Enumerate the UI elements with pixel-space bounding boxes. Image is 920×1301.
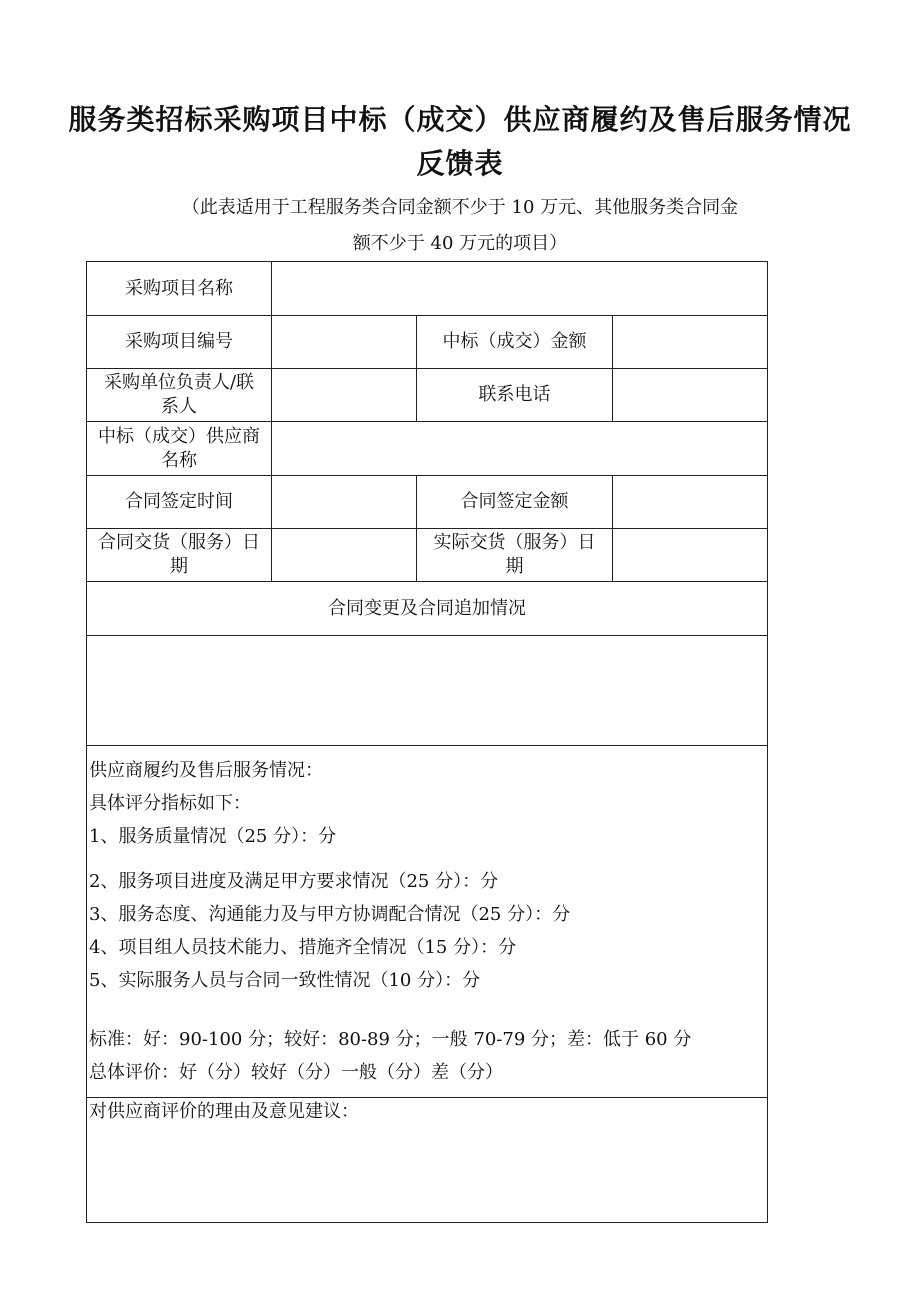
evaluation-item-2: 2、服务项目进度及满足甲方要求情况（25 分）：分 bbox=[89, 871, 499, 892]
evaluation-item-5: 5、实际服务人员与合同一致性情况（10 分）：分 bbox=[89, 970, 481, 991]
note-line-1: （此表适用于工程服务类合同金额不少于 10 万元、其他服务类合同金 bbox=[181, 197, 739, 218]
contract-delivery-label bbox=[87, 529, 272, 582]
project-name-label: 采购项目名称 bbox=[87, 262, 272, 316]
contract-change-field[interactable] bbox=[87, 636, 768, 746]
supplier-name-label-line-1: 中标（成交）供应商 bbox=[98, 425, 260, 447]
evaluation-standard: 标准：好：90-100 分；较好：80-89 分；一般 70-79 分；差：低于 60 分 bbox=[89, 1029, 692, 1050]
evaluation-heading: 供应商履约及售后服务情况： bbox=[89, 760, 323, 781]
contract-delivery-label-line-2: 期 bbox=[170, 556, 188, 577]
purchaser-contact-field[interactable] bbox=[272, 369, 417, 422]
purchaser-contact-label-line-2: 系人 bbox=[161, 396, 197, 417]
phone-label: 联系电话 bbox=[417, 369, 613, 422]
contract-sign-time-label: 合同签定时间 bbox=[87, 476, 272, 529]
supplier-name-label-line-2: 名称 bbox=[161, 449, 197, 471]
contract-sign-amount-field[interactable] bbox=[613, 476, 768, 529]
title-line-1: 服务类招标采购项目中标（成交）供应商履约及售后服务情况 bbox=[68, 103, 852, 136]
award-amount-label: 中标（成交）金额 bbox=[417, 316, 613, 369]
supplier-name-label bbox=[87, 422, 272, 476]
contract-delivery-label-line-1: 合同交货（服务）日 bbox=[98, 532, 260, 553]
project-number-label: 采购项目编号 bbox=[87, 316, 272, 369]
contract-sign-amount-label: 合同签定金额 bbox=[417, 476, 613, 529]
purchaser-contact-label-line-1: 采购单位负责人/联 bbox=[103, 372, 255, 393]
opinion-section[interactable] bbox=[87, 1098, 768, 1223]
project-name-field[interactable] bbox=[272, 262, 768, 316]
award-amount-field[interactable] bbox=[613, 316, 768, 369]
phone-field[interactable] bbox=[613, 369, 768, 422]
contract-sign-time-field[interactable] bbox=[272, 476, 417, 529]
actual-delivery-label-line-2: 期 bbox=[505, 556, 524, 577]
evaluation-section bbox=[87, 746, 768, 1098]
evaluation-subheading: 具体评分指标如下： bbox=[89, 793, 251, 814]
actual-delivery-label-line-1: 实际交货（服务）日 bbox=[433, 532, 596, 553]
project-number-field[interactable] bbox=[272, 316, 417, 369]
evaluation-item-1: 1、服务质量情况（25 分）：分 bbox=[89, 826, 337, 847]
actual-delivery-field[interactable] bbox=[613, 529, 768, 582]
feedback-table bbox=[86, 261, 768, 1223]
evaluation-item-3: 3、服务态度、沟通能力及与甲方协调配合情况（25 分）：分 bbox=[89, 904, 571, 925]
contract-change-label: 合同变更及合同追加情况 bbox=[87, 582, 768, 636]
actual-delivery-label bbox=[417, 529, 613, 582]
title-line-2: 反馈表 bbox=[416, 147, 504, 180]
evaluation-item-4: 4、项目组人员技术能力、措施齐全情况（15 分）：分 bbox=[89, 937, 517, 958]
supplier-name-field[interactable] bbox=[272, 422, 768, 476]
form-title bbox=[60, 98, 860, 186]
overall-rating: 总体评价：好（分）较好（分）一般（分）差（分） bbox=[89, 1062, 503, 1083]
opinion-label: 对供应商评价的理由及意见建议： bbox=[89, 1101, 359, 1122]
purchaser-contact-label bbox=[87, 369, 272, 422]
applicability-note bbox=[130, 190, 790, 262]
note-line-2: 额不少于 40 万元的项目） bbox=[352, 233, 568, 254]
contract-delivery-field[interactable] bbox=[272, 529, 417, 582]
